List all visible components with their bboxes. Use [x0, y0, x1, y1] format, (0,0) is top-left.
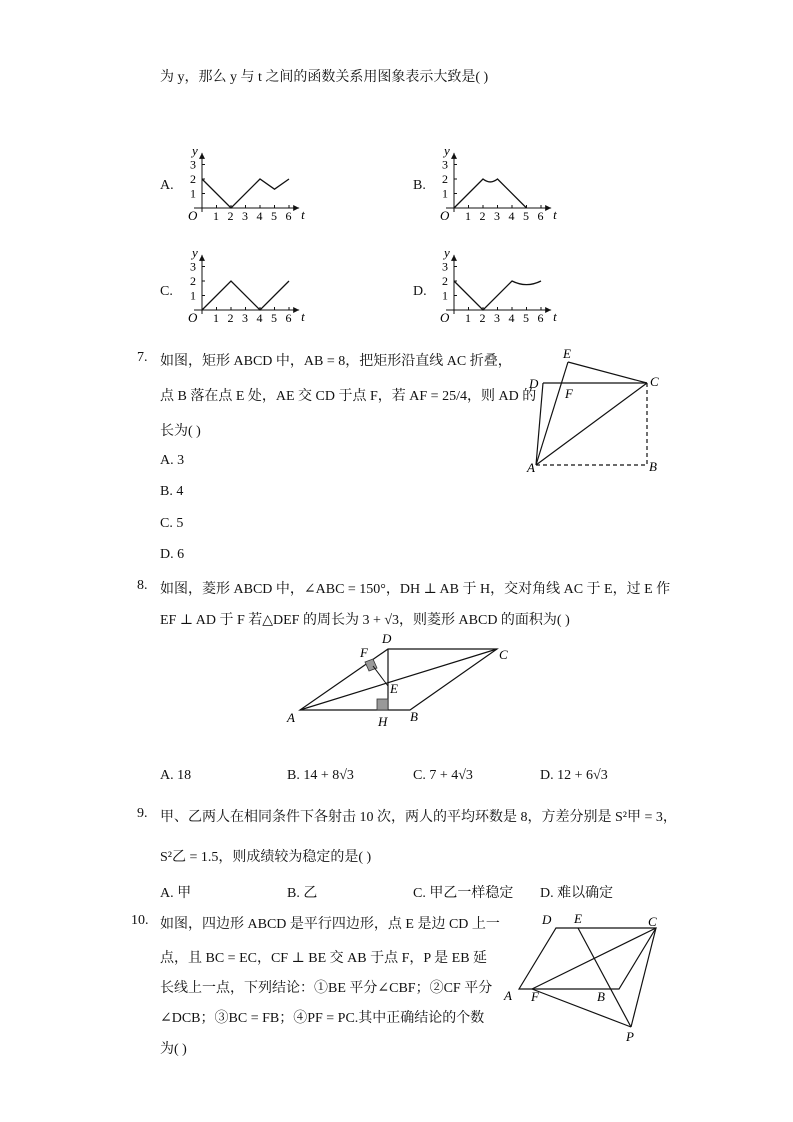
- x-axis-arrow: [293, 307, 299, 313]
- x-axis-arrow: [545, 307, 551, 313]
- y-axis-label: y: [444, 244, 450, 260]
- q6-option-c-label: C.: [160, 284, 173, 299]
- t-axis-label: t: [301, 207, 305, 222]
- y-tick-label: 3: [442, 259, 448, 274]
- q6-option-d-label: D.: [413, 284, 427, 299]
- x-tick-label: 6: [285, 311, 292, 325]
- y-axis-label: y: [192, 142, 198, 158]
- x-axis-arrow: [545, 205, 551, 211]
- q6-option-a-label: A.: [160, 178, 174, 193]
- q10-label-e: E: [574, 911, 582, 926]
- q8-choice-d: D. 12 + 6√3: [540, 768, 608, 783]
- q9-line2: S²乙 = 1.5，则成绩较为稳定的是( ): [160, 850, 372, 865]
- q8-line1: 如图，菱形 ABCD 中，∠ABC = 150°，DH ⊥ AB 于 H，交对角线 AC 于 E，过 E 作: [160, 582, 671, 597]
- q9-line1: 甲、乙两人在相同条件下各射击 10 次，两人的平均环数是 8，方差分别是 S²甲 = 3，: [160, 810, 677, 825]
- y-tick-label: 3: [442, 157, 448, 172]
- q10-line1: 如图，四边形 ABCD 是平行四边形，点 E 是边 CD 上一: [160, 917, 500, 932]
- intro-line: 为 y，那么 y 与 t 之间的函数关系用图象表示大致是( ): [160, 70, 489, 85]
- x-tick-label: 2: [479, 311, 486, 325]
- graph-b-curve: [454, 179, 527, 208]
- t-axis-label: t: [553, 207, 557, 222]
- q7-choice-b: B. 4: [160, 484, 184, 499]
- x-tick-label: 5: [271, 209, 277, 223]
- q10-figure: [500, 905, 670, 1050]
- y-axis-label: y: [192, 244, 198, 260]
- q10-label-b: B: [597, 989, 605, 1004]
- x-tick-label: 1: [465, 209, 471, 223]
- y-tick-label: 2: [442, 274, 448, 288]
- q10-line2: 点，且 BC = EC，CF ⊥ BE 交 AB 于点 F，P 是 EB 延: [160, 951, 488, 966]
- q8-label-e: E: [390, 681, 398, 696]
- q10-label-a: A: [504, 988, 512, 1003]
- q9-choice-a: A. 甲: [160, 886, 192, 901]
- y-tick-label: 3: [190, 157, 196, 172]
- x-axis-arrow: [293, 205, 299, 211]
- x-tick-label: 2: [479, 209, 486, 223]
- q10-label-f: F: [531, 989, 539, 1004]
- x-tick-label: 6: [537, 311, 544, 325]
- q8-choice-a: A. 18: [160, 768, 192, 783]
- q7-line2: 点 B 落在点 E 处，AE 交 CD 于点 F，若 AF = 25/4，则 AD 的: [160, 389, 537, 404]
- x-tick-label: 4: [508, 311, 515, 325]
- t-axis-label: t: [553, 309, 557, 324]
- q6-graph-c: [178, 240, 328, 330]
- y-tick-label: 1: [190, 288, 196, 303]
- q8-label-f: F: [360, 645, 368, 660]
- q7-choice-d: D. 6: [160, 547, 185, 562]
- t-axis-label: t: [301, 309, 305, 324]
- q6-option-b-label: B.: [413, 178, 426, 193]
- y-axis-arrow: [451, 153, 457, 159]
- q8-label-a: A: [287, 710, 295, 725]
- y-tick-label: 1: [442, 186, 448, 201]
- q8-choice-c: C. 7 + 4√3: [413, 768, 473, 783]
- graph-d-curve: [454, 281, 541, 310]
- q7-line3: 长为( ): [160, 424, 201, 439]
- x-tick-label: 5: [523, 311, 529, 325]
- q8-line2: EF ⊥ AD 于 F 若△DEF 的周长为 3 + √3，则菱形 ABCD 的面积为( ): [160, 613, 570, 628]
- x-tick-label: 5: [523, 209, 529, 223]
- y-axis-label: y: [444, 142, 450, 158]
- origin-label: O: [188, 310, 198, 325]
- q6-graph-d: [430, 240, 580, 330]
- y-tick-label: 1: [190, 186, 196, 201]
- origin-label: O: [440, 208, 450, 223]
- graph-a-curve: [202, 179, 289, 208]
- q10-line4: ∠DCB；③BC = FB；④PF = PC.其中正确结论的个数: [160, 1011, 485, 1026]
- graph-c-curve: [202, 281, 289, 310]
- q10-line5: 为( ): [160, 1042, 187, 1057]
- q9-choice-b: B. 乙: [287, 886, 318, 901]
- q9-choice-c: C. 甲乙一样稳定: [413, 886, 514, 901]
- y-axis-arrow: [451, 255, 457, 261]
- x-tick-label: 1: [213, 209, 219, 223]
- q6-graph-b: [430, 138, 580, 228]
- q10-label-p: P: [626, 1029, 634, 1044]
- q7-label-d: D: [529, 376, 539, 391]
- q8-number: 8.: [137, 578, 148, 593]
- q10-line3: 长线上一点，下列结论：①BE 平分∠CBF；②CF 平分: [160, 981, 493, 996]
- y-axis-arrow: [199, 255, 205, 261]
- y-tick-label: 2: [190, 274, 196, 288]
- x-tick-label: 1: [465, 311, 471, 325]
- y-tick-label: 2: [442, 172, 448, 186]
- q7-line1: 如图，矩形 ABCD 中，AB = 8，把矩形沿直线 AC 折叠，: [160, 354, 512, 369]
- y-axis-arrow: [199, 153, 205, 159]
- q8-label-h: H: [378, 714, 388, 729]
- q8-figure: [280, 630, 520, 730]
- x-tick-label: 2: [227, 209, 234, 223]
- q8-choice-b: B. 14 + 8√3: [287, 768, 354, 783]
- q7-label-b: B: [649, 459, 657, 474]
- q7-label-e: E: [563, 346, 571, 361]
- x-tick-label: 5: [271, 311, 277, 325]
- q7-label-a: A: [527, 460, 535, 475]
- q7-number: 7.: [137, 350, 148, 365]
- origin-label: O: [440, 310, 450, 325]
- q10-number: 10.: [131, 913, 149, 928]
- q7-choice-c: C. 5: [160, 516, 184, 531]
- x-tick-label: 2: [227, 311, 234, 325]
- x-tick-label: 3: [494, 311, 500, 325]
- q7-label-f: F: [565, 386, 573, 401]
- q10-label-c: C: [648, 914, 657, 929]
- q7-choice-a: A. 3: [160, 453, 185, 468]
- q7-figure: [520, 340, 680, 480]
- origin-label: O: [188, 208, 198, 223]
- y-tick-label: 1: [442, 288, 448, 303]
- x-tick-label: 4: [256, 311, 263, 325]
- x-tick-label: 1: [213, 311, 219, 325]
- x-tick-label: 3: [494, 209, 500, 223]
- q8-label-b: B: [410, 709, 418, 724]
- q6-graph-a: [178, 138, 328, 228]
- x-tick-label: 3: [242, 209, 248, 223]
- q8-label-c: C: [499, 647, 508, 662]
- q9-choice-d: D. 难以确定: [540, 886, 614, 901]
- x-tick-label: 3: [242, 311, 248, 325]
- x-tick-label: 4: [508, 209, 515, 223]
- q8-label-d: D: [382, 631, 392, 646]
- q9-number: 9.: [137, 806, 148, 821]
- x-tick-label: 4: [256, 209, 263, 223]
- q10-label-d: D: [542, 912, 552, 927]
- x-tick-label: 6: [537, 209, 544, 223]
- x-tick-label: 6: [285, 209, 292, 223]
- q7-label-c: C: [650, 374, 659, 389]
- y-tick-label: 3: [190, 259, 196, 274]
- y-tick-label: 2: [190, 172, 196, 186]
